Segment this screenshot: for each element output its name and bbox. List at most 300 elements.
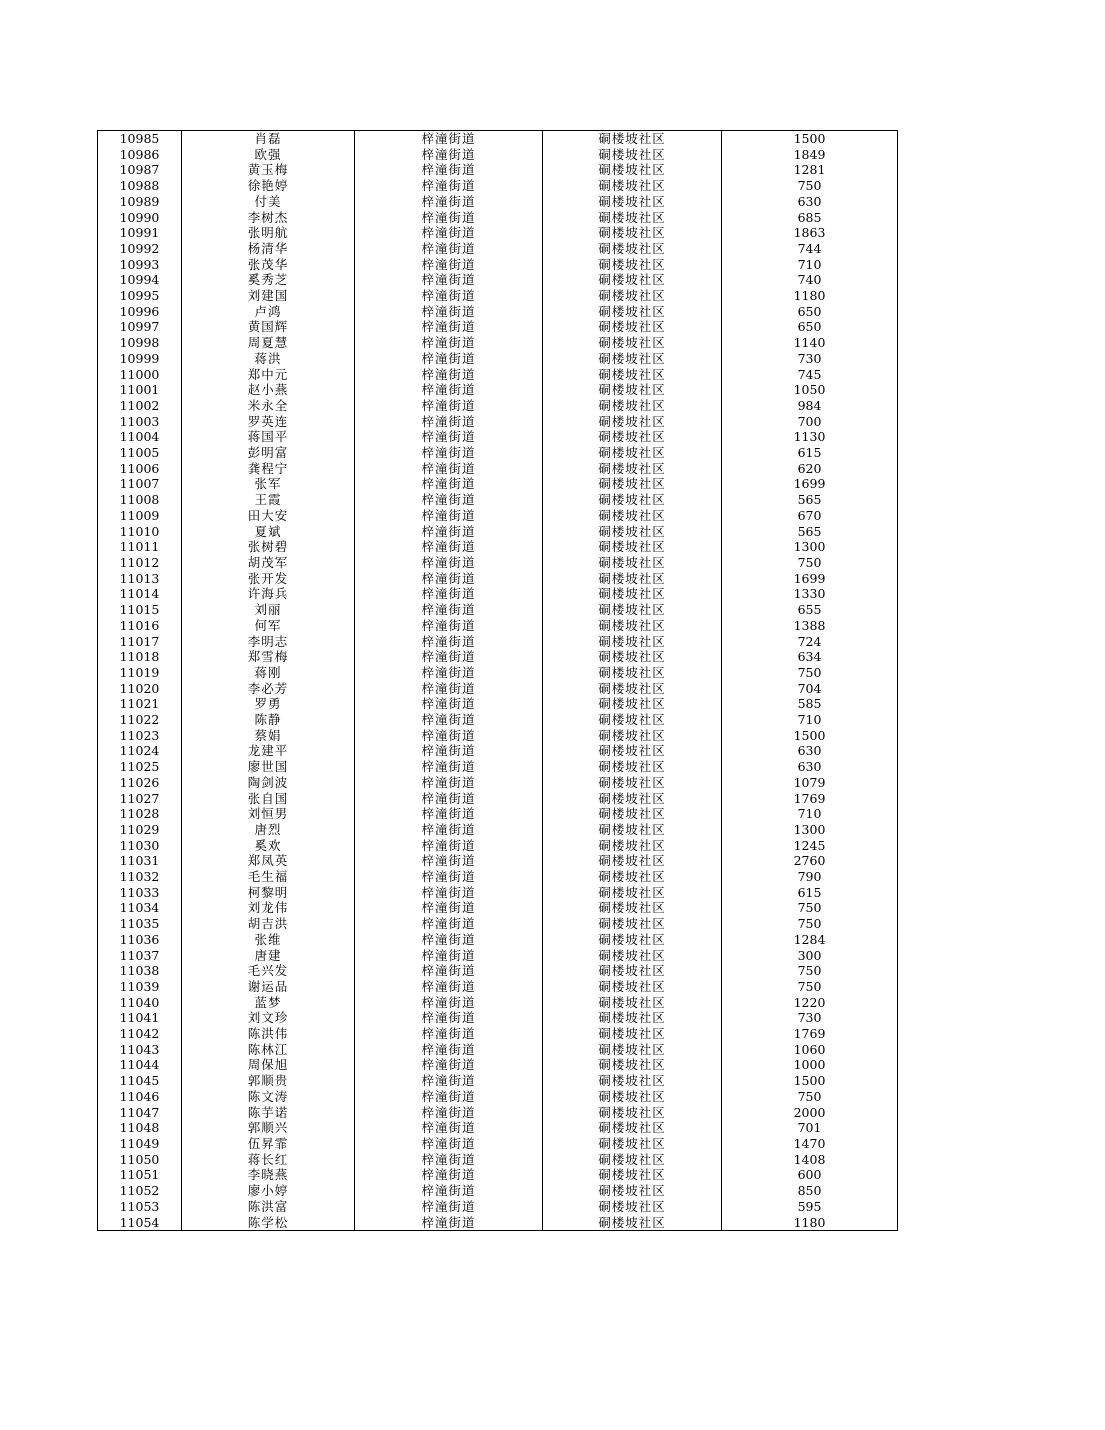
community-cell: 硐楼坡社区 bbox=[543, 288, 722, 304]
row-number-cell: 11050 bbox=[98, 1152, 182, 1168]
amount-cell: 724 bbox=[722, 634, 898, 650]
amount-cell: 1079 bbox=[722, 775, 898, 791]
name-cell: 张开发 bbox=[182, 571, 355, 587]
table-row bbox=[98, 743, 898, 759]
amount-cell: 710 bbox=[722, 257, 898, 273]
street-cell: 梓潼街道 bbox=[355, 382, 543, 398]
community-cell: 硐楼坡社区 bbox=[543, 398, 722, 414]
amount-cell: 630 bbox=[722, 194, 898, 210]
community-cell: 硐楼坡社区 bbox=[543, 272, 722, 288]
street-cell: 梓潼街道 bbox=[355, 571, 543, 587]
amount-cell: 750 bbox=[722, 979, 898, 995]
amount-cell: 1849 bbox=[722, 147, 898, 163]
amount-cell: 1130 bbox=[722, 429, 898, 445]
row-number-cell: 10994 bbox=[98, 272, 182, 288]
table-row bbox=[98, 272, 898, 288]
community-cell: 硐楼坡社区 bbox=[543, 1042, 722, 1058]
data-table bbox=[97, 130, 898, 1231]
name-cell: 陈林江 bbox=[182, 1042, 355, 1058]
street-cell: 梓潼街道 bbox=[355, 476, 543, 492]
name-cell: 廖世国 bbox=[182, 759, 355, 775]
amount-cell: 1769 bbox=[722, 791, 898, 807]
community-cell: 硐楼坡社区 bbox=[543, 1152, 722, 1168]
name-cell: 刘文珍 bbox=[182, 1010, 355, 1026]
table-row bbox=[98, 351, 898, 367]
table-row bbox=[98, 288, 898, 304]
amount-cell: 650 bbox=[722, 319, 898, 335]
amount-cell: 984 bbox=[722, 398, 898, 414]
row-number-cell: 11005 bbox=[98, 445, 182, 461]
community-cell: 硐楼坡社区 bbox=[543, 1136, 722, 1152]
amount-cell: 620 bbox=[722, 461, 898, 477]
community-cell: 硐楼坡社区 bbox=[543, 885, 722, 901]
name-cell: 奚欢 bbox=[182, 838, 355, 854]
table-row bbox=[98, 429, 898, 445]
amount-cell: 1470 bbox=[722, 1136, 898, 1152]
street-cell: 梓潼街道 bbox=[355, 1183, 543, 1199]
amount-cell: 1300 bbox=[722, 539, 898, 555]
street-cell: 梓潼街道 bbox=[355, 1073, 543, 1089]
name-cell: 黄玉梅 bbox=[182, 162, 355, 178]
amount-cell: 565 bbox=[722, 492, 898, 508]
amount-cell: 750 bbox=[722, 178, 898, 194]
table-row bbox=[98, 1105, 898, 1121]
name-cell: 奚秀芝 bbox=[182, 272, 355, 288]
community-cell: 硐楼坡社区 bbox=[543, 131, 722, 147]
street-cell: 梓潼街道 bbox=[355, 194, 543, 210]
name-cell: 李必芳 bbox=[182, 681, 355, 697]
name-cell: 蒋刚 bbox=[182, 665, 355, 681]
name-cell: 伍昇霏 bbox=[182, 1136, 355, 1152]
table-row bbox=[98, 319, 898, 335]
community-cell: 硐楼坡社区 bbox=[543, 367, 722, 383]
row-number-cell: 11001 bbox=[98, 382, 182, 398]
row-number-cell: 11026 bbox=[98, 775, 182, 791]
table-row bbox=[98, 445, 898, 461]
table-row bbox=[98, 1057, 898, 1073]
row-number-cell: 11046 bbox=[98, 1089, 182, 1105]
community-cell: 硐楼坡社区 bbox=[543, 1105, 722, 1121]
amount-cell: 630 bbox=[722, 743, 898, 759]
street-cell: 梓潼街道 bbox=[355, 681, 543, 697]
street-cell: 梓潼街道 bbox=[355, 1042, 543, 1058]
street-cell: 梓潼街道 bbox=[355, 853, 543, 869]
row-number-cell: 11035 bbox=[98, 916, 182, 932]
table-row bbox=[98, 634, 898, 650]
amount-cell: 750 bbox=[722, 555, 898, 571]
amount-cell: 1180 bbox=[722, 288, 898, 304]
row-number-cell: 11018 bbox=[98, 649, 182, 665]
street-cell: 梓潼街道 bbox=[355, 367, 543, 383]
amount-cell: 600 bbox=[722, 1167, 898, 1183]
community-cell: 硐楼坡社区 bbox=[543, 1010, 722, 1026]
table-row bbox=[98, 382, 898, 398]
street-cell: 梓潼街道 bbox=[355, 948, 543, 964]
amount-cell: 701 bbox=[722, 1120, 898, 1136]
row-number-cell: 11009 bbox=[98, 508, 182, 524]
name-cell: 柯黎明 bbox=[182, 885, 355, 901]
row-number-cell: 10996 bbox=[98, 304, 182, 320]
street-cell: 梓潼街道 bbox=[355, 1167, 543, 1183]
table-row bbox=[98, 995, 898, 1011]
community-cell: 硐楼坡社区 bbox=[543, 838, 722, 854]
community-cell: 硐楼坡社区 bbox=[543, 319, 722, 335]
name-cell: 罗勇 bbox=[182, 696, 355, 712]
name-cell: 张军 bbox=[182, 476, 355, 492]
row-number-cell: 11042 bbox=[98, 1026, 182, 1042]
table-row bbox=[98, 775, 898, 791]
table-row bbox=[98, 948, 898, 964]
name-cell: 周保旭 bbox=[182, 1057, 355, 1073]
community-cell: 硐楼坡社区 bbox=[543, 178, 722, 194]
name-cell: 夏斌 bbox=[182, 524, 355, 540]
amount-cell: 1220 bbox=[722, 995, 898, 1011]
table-row bbox=[98, 131, 898, 147]
street-cell: 梓潼街道 bbox=[355, 351, 543, 367]
amount-cell: 745 bbox=[722, 367, 898, 383]
name-cell: 胡茂军 bbox=[182, 555, 355, 571]
row-number-cell: 11045 bbox=[98, 1073, 182, 1089]
street-cell: 梓潼街道 bbox=[355, 838, 543, 854]
row-number-cell: 11008 bbox=[98, 492, 182, 508]
table-row bbox=[98, 367, 898, 383]
table-row bbox=[98, 681, 898, 697]
table-row bbox=[98, 162, 898, 178]
community-cell: 硐楼坡社区 bbox=[543, 712, 722, 728]
community-cell: 硐楼坡社区 bbox=[543, 508, 722, 524]
name-cell: 张明航 bbox=[182, 225, 355, 241]
table-row bbox=[98, 492, 898, 508]
street-cell: 梓潼街道 bbox=[355, 822, 543, 838]
table-row bbox=[98, 932, 898, 948]
street-cell: 梓潼街道 bbox=[355, 696, 543, 712]
row-number-cell: 11017 bbox=[98, 634, 182, 650]
name-cell: 田大安 bbox=[182, 508, 355, 524]
row-number-cell: 11032 bbox=[98, 869, 182, 885]
street-cell: 梓潼街道 bbox=[355, 806, 543, 822]
row-number-cell: 11002 bbox=[98, 398, 182, 414]
amount-cell: 740 bbox=[722, 272, 898, 288]
street-cell: 梓潼街道 bbox=[355, 461, 543, 477]
community-cell: 硐楼坡社区 bbox=[543, 335, 722, 351]
name-cell: 蒋国平 bbox=[182, 429, 355, 445]
community-cell: 硐楼坡社区 bbox=[543, 492, 722, 508]
street-cell: 梓潼街道 bbox=[355, 288, 543, 304]
community-cell: 硐楼坡社区 bbox=[543, 916, 722, 932]
amount-cell: 634 bbox=[722, 649, 898, 665]
community-cell: 硐楼坡社区 bbox=[543, 649, 722, 665]
table-row bbox=[98, 696, 898, 712]
street-cell: 梓潼街道 bbox=[355, 1105, 543, 1121]
street-cell: 梓潼街道 bbox=[355, 1026, 543, 1042]
row-number-cell: 10997 bbox=[98, 319, 182, 335]
name-cell: 毛兴发 bbox=[182, 963, 355, 979]
table-row bbox=[98, 822, 898, 838]
name-cell: 唐烈 bbox=[182, 822, 355, 838]
community-cell: 硐楼坡社区 bbox=[543, 147, 722, 163]
community-cell: 硐楼坡社区 bbox=[543, 822, 722, 838]
table-row bbox=[98, 539, 898, 555]
amount-cell: 595 bbox=[722, 1199, 898, 1215]
table-row bbox=[98, 1215, 898, 1231]
amount-cell: 300 bbox=[722, 948, 898, 964]
table-row bbox=[98, 1167, 898, 1183]
street-cell: 梓潼街道 bbox=[355, 1057, 543, 1073]
community-cell: 硐楼坡社区 bbox=[543, 476, 722, 492]
table-row bbox=[98, 335, 898, 351]
row-number-cell: 11038 bbox=[98, 963, 182, 979]
amount-cell: 1000 bbox=[722, 1057, 898, 1073]
table-row bbox=[98, 665, 898, 681]
street-cell: 梓潼街道 bbox=[355, 414, 543, 430]
name-cell: 刘建国 bbox=[182, 288, 355, 304]
street-cell: 梓潼街道 bbox=[355, 743, 543, 759]
street-cell: 梓潼街道 bbox=[355, 1199, 543, 1215]
table-row bbox=[98, 257, 898, 273]
amount-cell: 750 bbox=[722, 900, 898, 916]
community-cell: 硐楼坡社区 bbox=[543, 1057, 722, 1073]
street-cell: 梓潼街道 bbox=[355, 932, 543, 948]
row-number-cell: 11014 bbox=[98, 586, 182, 602]
amount-cell: 615 bbox=[722, 445, 898, 461]
name-cell: 何军 bbox=[182, 618, 355, 634]
community-cell: 硐楼坡社区 bbox=[543, 241, 722, 257]
community-cell: 硐楼坡社区 bbox=[543, 304, 722, 320]
row-number-cell: 11040 bbox=[98, 995, 182, 1011]
table-row bbox=[98, 853, 898, 869]
amount-cell: 585 bbox=[722, 696, 898, 712]
community-cell: 硐楼坡社区 bbox=[543, 414, 722, 430]
name-cell: 刘丽 bbox=[182, 602, 355, 618]
name-cell: 陈学松 bbox=[182, 1215, 355, 1231]
name-cell: 卢鸿 bbox=[182, 304, 355, 320]
name-cell: 郭顺兴 bbox=[182, 1120, 355, 1136]
street-cell: 梓潼街道 bbox=[355, 1089, 543, 1105]
community-cell: 硐楼坡社区 bbox=[543, 445, 722, 461]
row-number-cell: 11044 bbox=[98, 1057, 182, 1073]
name-cell: 蒋长红 bbox=[182, 1152, 355, 1168]
row-number-cell: 10991 bbox=[98, 225, 182, 241]
community-cell: 硐楼坡社区 bbox=[543, 571, 722, 587]
table-row bbox=[98, 304, 898, 320]
row-number-cell: 11033 bbox=[98, 885, 182, 901]
community-cell: 硐楼坡社区 bbox=[543, 900, 722, 916]
street-cell: 梓潼街道 bbox=[355, 1136, 543, 1152]
row-number-cell: 10992 bbox=[98, 241, 182, 257]
street-cell: 梓潼街道 bbox=[355, 162, 543, 178]
amount-cell: 1408 bbox=[722, 1152, 898, 1168]
amount-cell: 1769 bbox=[722, 1026, 898, 1042]
name-cell: 彭明富 bbox=[182, 445, 355, 461]
amount-cell: 630 bbox=[722, 759, 898, 775]
table-row bbox=[98, 1042, 898, 1058]
row-number-cell: 11039 bbox=[98, 979, 182, 995]
table-row bbox=[98, 1152, 898, 1168]
table-row bbox=[98, 602, 898, 618]
name-cell: 赵小燕 bbox=[182, 382, 355, 398]
name-cell: 徐艳婷 bbox=[182, 178, 355, 194]
amount-cell: 1330 bbox=[722, 586, 898, 602]
community-cell: 硐楼坡社区 bbox=[543, 210, 722, 226]
row-number-cell: 11025 bbox=[98, 759, 182, 775]
amount-cell: 670 bbox=[722, 508, 898, 524]
street-cell: 梓潼街道 bbox=[355, 178, 543, 194]
community-cell: 硐楼坡社区 bbox=[543, 539, 722, 555]
street-cell: 梓潼街道 bbox=[355, 524, 543, 540]
name-cell: 肖磊 bbox=[182, 131, 355, 147]
name-cell: 龚程宁 bbox=[182, 461, 355, 477]
row-number-cell: 11041 bbox=[98, 1010, 182, 1026]
community-cell: 硐楼坡社区 bbox=[543, 194, 722, 210]
community-cell: 硐楼坡社区 bbox=[543, 1026, 722, 1042]
community-cell: 硐楼坡社区 bbox=[543, 948, 722, 964]
amount-cell: 1140 bbox=[722, 335, 898, 351]
row-number-cell: 10993 bbox=[98, 257, 182, 273]
row-number-cell: 11053 bbox=[98, 1199, 182, 1215]
name-cell: 郭顺贵 bbox=[182, 1073, 355, 1089]
table-row bbox=[98, 241, 898, 257]
street-cell: 梓潼街道 bbox=[355, 210, 543, 226]
table-row bbox=[98, 225, 898, 241]
row-number-cell: 11021 bbox=[98, 696, 182, 712]
street-cell: 梓潼街道 bbox=[355, 634, 543, 650]
row-number-cell: 11043 bbox=[98, 1042, 182, 1058]
street-cell: 梓潼街道 bbox=[355, 1120, 543, 1136]
amount-cell: 1281 bbox=[722, 162, 898, 178]
table-row bbox=[98, 979, 898, 995]
community-cell: 硐楼坡社区 bbox=[543, 775, 722, 791]
table-row bbox=[98, 210, 898, 226]
table-row bbox=[98, 524, 898, 540]
name-cell: 蓝梦 bbox=[182, 995, 355, 1011]
street-cell: 梓潼街道 bbox=[355, 979, 543, 995]
amount-cell: 750 bbox=[722, 1089, 898, 1105]
name-cell: 李晓燕 bbox=[182, 1167, 355, 1183]
street-cell: 梓潼街道 bbox=[355, 335, 543, 351]
amount-cell: 1863 bbox=[722, 225, 898, 241]
row-number-cell: 11048 bbox=[98, 1120, 182, 1136]
table-row bbox=[98, 178, 898, 194]
name-cell: 龙建平 bbox=[182, 743, 355, 759]
row-number-cell: 11047 bbox=[98, 1105, 182, 1121]
street-cell: 梓潼街道 bbox=[355, 1152, 543, 1168]
table-row bbox=[98, 1199, 898, 1215]
table-row bbox=[98, 1073, 898, 1089]
street-cell: 梓潼街道 bbox=[355, 539, 543, 555]
community-cell: 硐楼坡社区 bbox=[543, 461, 722, 477]
amount-cell: 1388 bbox=[722, 618, 898, 634]
table-row bbox=[98, 1120, 898, 1136]
name-cell: 欧强 bbox=[182, 147, 355, 163]
row-number-cell: 10995 bbox=[98, 288, 182, 304]
row-number-cell: 11031 bbox=[98, 853, 182, 869]
row-number-cell: 11022 bbox=[98, 712, 182, 728]
community-cell: 硐楼坡社区 bbox=[543, 602, 722, 618]
name-cell: 黄国辉 bbox=[182, 319, 355, 335]
table-row bbox=[98, 649, 898, 665]
street-cell: 梓潼街道 bbox=[355, 649, 543, 665]
name-cell: 蔡娟 bbox=[182, 728, 355, 744]
row-number-cell: 11036 bbox=[98, 932, 182, 948]
table-row bbox=[98, 147, 898, 163]
street-cell: 梓潼街道 bbox=[355, 1010, 543, 1026]
community-cell: 硐楼坡社区 bbox=[543, 853, 722, 869]
table-row bbox=[98, 900, 898, 916]
table-row bbox=[98, 571, 898, 587]
amount-cell: 1284 bbox=[722, 932, 898, 948]
street-cell: 梓潼街道 bbox=[355, 869, 543, 885]
name-cell: 唐建 bbox=[182, 948, 355, 964]
row-number-cell: 10990 bbox=[98, 210, 182, 226]
name-cell: 刘恒男 bbox=[182, 806, 355, 822]
table-row bbox=[98, 508, 898, 524]
amount-cell: 615 bbox=[722, 885, 898, 901]
table-row bbox=[98, 618, 898, 634]
row-number-cell: 11010 bbox=[98, 524, 182, 540]
street-cell: 梓潼街道 bbox=[355, 1215, 543, 1231]
community-cell: 硐楼坡社区 bbox=[543, 806, 722, 822]
street-cell: 梓潼街道 bbox=[355, 963, 543, 979]
row-number-cell: 11019 bbox=[98, 665, 182, 681]
community-cell: 硐楼坡社区 bbox=[543, 257, 722, 273]
street-cell: 梓潼街道 bbox=[355, 728, 543, 744]
amount-cell: 700 bbox=[722, 414, 898, 430]
community-cell: 硐楼坡社区 bbox=[543, 1089, 722, 1105]
row-number-cell: 11020 bbox=[98, 681, 182, 697]
table-row bbox=[98, 869, 898, 885]
name-cell: 陈芋诺 bbox=[182, 1105, 355, 1121]
name-cell: 米永全 bbox=[182, 398, 355, 414]
community-cell: 硐楼坡社区 bbox=[543, 1199, 722, 1215]
name-cell: 陈洪伟 bbox=[182, 1026, 355, 1042]
name-cell: 张茂华 bbox=[182, 257, 355, 273]
row-number-cell: 11011 bbox=[98, 539, 182, 555]
row-number-cell: 11013 bbox=[98, 571, 182, 587]
amount-cell: 750 bbox=[722, 916, 898, 932]
table-row bbox=[98, 476, 898, 492]
name-cell: 周夏慧 bbox=[182, 335, 355, 351]
name-cell: 毛生福 bbox=[182, 869, 355, 885]
row-number-cell: 11003 bbox=[98, 414, 182, 430]
amount-cell: 1699 bbox=[722, 571, 898, 587]
table-row bbox=[98, 1089, 898, 1105]
row-number-cell: 11000 bbox=[98, 367, 182, 383]
community-cell: 硐楼坡社区 bbox=[543, 382, 722, 398]
community-cell: 硐楼坡社区 bbox=[543, 225, 722, 241]
street-cell: 梓潼街道 bbox=[355, 429, 543, 445]
name-cell: 郑雪梅 bbox=[182, 649, 355, 665]
community-cell: 硐楼坡社区 bbox=[543, 1120, 722, 1136]
table-row bbox=[98, 555, 898, 571]
community-cell: 硐楼坡社区 bbox=[543, 728, 722, 744]
community-cell: 硐楼坡社区 bbox=[543, 932, 722, 948]
name-cell: 许海兵 bbox=[182, 586, 355, 602]
community-cell: 硐楼坡社区 bbox=[543, 791, 722, 807]
street-cell: 梓潼街道 bbox=[355, 916, 543, 932]
community-cell: 硐楼坡社区 bbox=[543, 634, 722, 650]
table-row bbox=[98, 586, 898, 602]
street-cell: 梓潼街道 bbox=[355, 885, 543, 901]
amount-cell: 710 bbox=[722, 712, 898, 728]
amount-cell: 710 bbox=[722, 806, 898, 822]
name-cell: 陶剑波 bbox=[182, 775, 355, 791]
street-cell: 梓潼街道 bbox=[355, 398, 543, 414]
amount-cell: 685 bbox=[722, 210, 898, 226]
community-cell: 硐楼坡社区 bbox=[543, 743, 722, 759]
street-cell: 梓潼街道 bbox=[355, 555, 543, 571]
community-cell: 硐楼坡社区 bbox=[543, 696, 722, 712]
row-number-cell: 11016 bbox=[98, 618, 182, 634]
